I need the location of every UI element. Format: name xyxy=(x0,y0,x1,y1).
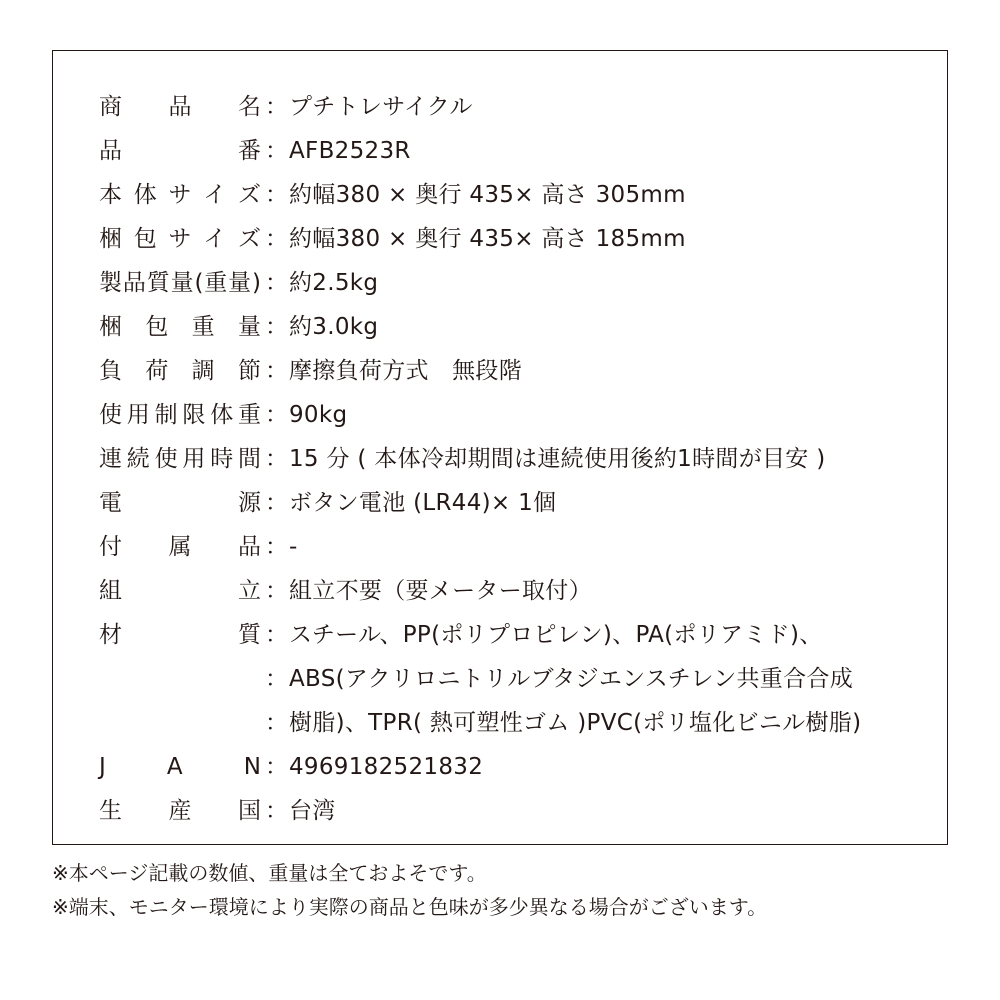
spec-value: ABS(アクリロニトリルブタジエンスチレン共重合合成 xyxy=(289,666,853,692)
spec-label: 電 源 xyxy=(99,490,261,516)
spec-table xyxy=(52,50,948,845)
spec-value: 組立不要（要メーター取付） xyxy=(289,578,592,604)
spec-label: 本 体 サ イ ズ xyxy=(99,182,261,208)
spec-value: 約幅380 × 奥行 435× 高さ 305mm xyxy=(289,182,686,208)
spec-value: スチール、PP(ポリプロピレン)、PA(ポリアミド)、 xyxy=(289,622,823,648)
spec-colon: ： xyxy=(265,182,288,208)
spec-label xyxy=(99,701,261,745)
spec-row xyxy=(99,217,939,261)
spec-colon: ： xyxy=(265,754,288,780)
spec-value: 15 分 ( 本体冷却期間は連続使用後約1時間が目安 ) xyxy=(289,446,826,472)
spec-value: 約幅380 × 奥行 435× 高さ 185mm xyxy=(289,226,686,252)
spec-row xyxy=(99,701,939,745)
spec-row xyxy=(99,393,939,437)
spec-colon: ： xyxy=(265,270,288,296)
spec-row xyxy=(99,261,939,305)
spec-label: 梱 包 サ イ ズ xyxy=(99,226,261,252)
spec-label: J A N xyxy=(99,754,261,780)
spec-colon: ： xyxy=(265,490,288,516)
spec-value: ボタン電池 (LR44)× 1個 xyxy=(289,490,557,516)
spec-row xyxy=(99,437,939,481)
spec-value: 約3.0kg xyxy=(289,314,379,340)
spec-label: 品 番 xyxy=(99,138,261,164)
spec-row xyxy=(99,481,939,525)
spec-label: 商 品 名 xyxy=(99,94,261,120)
spec-row xyxy=(99,745,939,789)
spec-value: 約2.5kg xyxy=(289,270,379,296)
spec-value: 摩擦負荷方式 無段階 xyxy=(289,358,522,384)
spec-value: AFB2523R xyxy=(289,138,411,164)
spec-label xyxy=(99,657,261,701)
spec-value: 4969182521832 xyxy=(289,754,484,780)
spec-label: 負 荷 調 節 xyxy=(99,358,261,384)
spec-label: 生 産 国 xyxy=(99,798,261,824)
spec-label: 連 続 使 用 時 間 xyxy=(99,446,261,472)
note-approx-values: ※本ページ記載の数値、重量は全ておよそです。 xyxy=(52,861,487,885)
spec-row xyxy=(99,349,939,393)
spec-label: 付 属 品 xyxy=(99,534,261,560)
spec-value: 90kg xyxy=(289,402,348,428)
spec-row xyxy=(99,569,939,613)
spec-label: 組 立 xyxy=(99,578,261,604)
spec-colon: ： xyxy=(265,798,288,824)
spec-value: 樹脂)、TPR( 熱可塑性ゴム )PVC(ポリ塩化ビニル樹脂) xyxy=(289,710,862,736)
spec-row xyxy=(99,305,939,349)
spec-colon: ： xyxy=(265,138,288,164)
spec-value: - xyxy=(289,534,298,560)
spec-label: 使 用 制 限 体 重 xyxy=(99,402,261,428)
spec-colon: ： xyxy=(265,534,288,560)
spec-colon: ： xyxy=(265,446,288,472)
spec-label: 梱 包 重 量 xyxy=(99,314,261,340)
spec-colon: ： xyxy=(265,710,288,736)
spec-row xyxy=(99,85,939,129)
spec-colon: ： xyxy=(265,578,288,604)
spec-row xyxy=(99,525,939,569)
spec-label: 製 品 質 量 ( 重 量 ) xyxy=(99,270,261,296)
note-color-difference: ※端末、モニター環境により実際の商品と色味が多少異なる場合がございます。 xyxy=(52,895,768,919)
spec-value: 台湾 xyxy=(289,798,336,824)
spec-row xyxy=(99,613,939,657)
spec-colon: ： xyxy=(265,314,288,340)
spec-colon: ： xyxy=(265,622,288,648)
spec-colon: ： xyxy=(265,402,288,428)
spec-colon: ： xyxy=(265,226,288,252)
spec-row xyxy=(99,173,939,217)
spec-row xyxy=(99,129,939,173)
spec-label: 材 質 xyxy=(99,622,261,648)
spec-colon: ： xyxy=(265,666,288,692)
spec-colon: ： xyxy=(265,94,288,120)
spec-value: プチトレサイクル xyxy=(289,94,473,120)
spec-colon: ： xyxy=(265,358,288,384)
spec-row xyxy=(99,789,939,833)
spec-row xyxy=(99,657,939,701)
